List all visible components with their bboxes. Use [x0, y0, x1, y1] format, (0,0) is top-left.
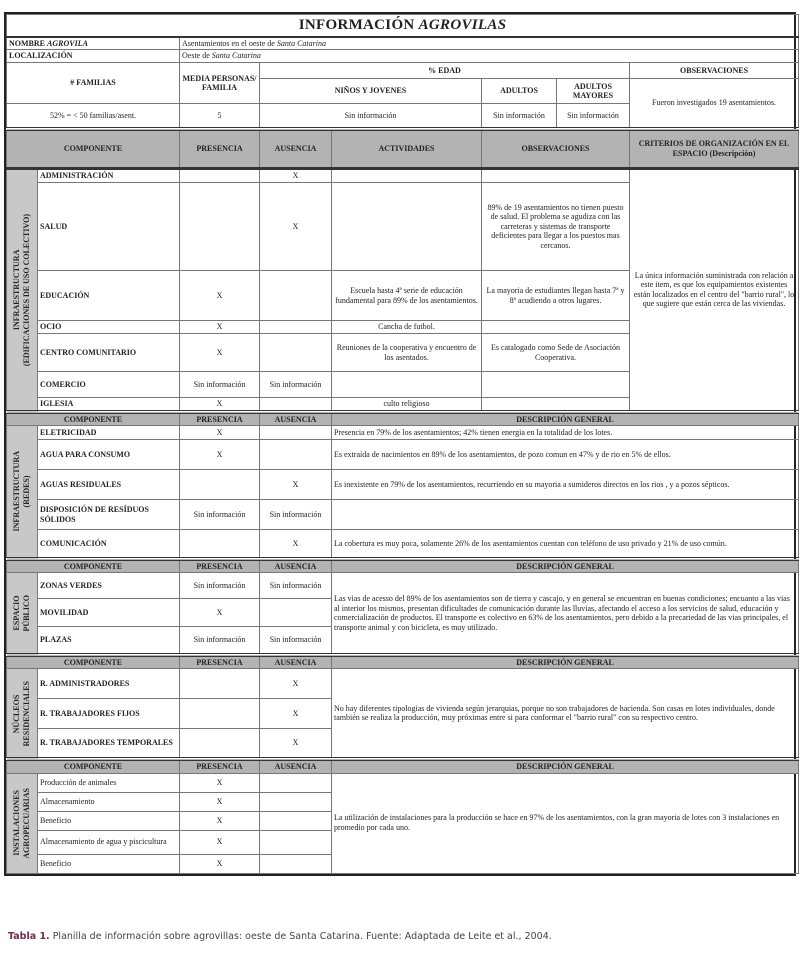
actividades-cell [332, 183, 482, 271]
component-name: Almacenamiento [38, 792, 180, 811]
presencia-cell: X [180, 440, 260, 470]
s5-componente-header: COMPONENTE [7, 759, 180, 773]
component-name: R. TRABAJADORES TEMPORALES [38, 729, 180, 759]
s1-componente-header: COMPONENTE [7, 129, 180, 169]
ausencia-cell [260, 792, 332, 811]
ausencia-cell: X [260, 669, 332, 699]
section-label-infra-redes [7, 426, 38, 559]
nombre-value-text: Asentamientos en el oeste de [182, 38, 275, 48]
s1-presencia-header: PRESENCIA [180, 129, 260, 169]
s5-descripcion-header: DESCRIPCIÓN GENERAL [332, 759, 799, 773]
s3-componente-header: COMPONENTE [7, 559, 180, 573]
presencia-cell: X [180, 599, 260, 627]
section-label-line: AGROPECUARIAS [22, 787, 31, 859]
descripcion-cell: La utilización de instalaciones para la producción se hace en 97% de los asentamientos, con la gran mayoria de lotes con 3 instalaciones en promedio por cada uno. [332, 773, 799, 873]
adultos-value: Sin información [482, 104, 557, 129]
presencia-cell: X [180, 398, 260, 412]
mayores-value: Sin información [557, 104, 630, 129]
mayores-header: ADULTOS MAYORES [557, 79, 630, 104]
ausencia-cell: X [260, 183, 332, 271]
ausencia-cell [260, 398, 332, 412]
table-row [7, 669, 799, 699]
s1-actividades-header: ACTIVIDADES [332, 129, 482, 169]
ausencia-cell: X [260, 169, 332, 183]
s4-ausencia-header: AUSENCIA [260, 655, 332, 669]
presencia-cell [180, 470, 260, 500]
s4-presencia-header: PRESENCIA [180, 655, 260, 669]
s1-criterios-header: CRITERIOS DE ORGANIZACIÓN EN EL ESPACIO (Descripción) [630, 129, 799, 169]
agrovilas-info-sheet [4, 12, 796, 876]
descripcion-cell: Las vias de acesso del 89% de los asentamientos son de tierra y cascajo, y en general se encuentran en buenas condiciones; encuanto a las vias al interior los mismos, presentan dificultades de comunicación durante las lluvias, afectando el acceso a los servicios de salud, educación y comercialización de productos. El transporte es colectivo en 63% de los asentamientos, pero debido a la precariedad de las vias principales, el transporte animal y con bicicleta, es muy utilizado. [332, 573, 799, 655]
section-label-line: NÚCLEOS [12, 693, 21, 733]
s3-descripcion-header: DESCRIPCIÓN GENERAL [332, 559, 799, 573]
component-name: R. TRABAJADORES FIJOS [38, 699, 180, 729]
descripcion-cell: Es inexistente en 79% de los asentamientos, recurriendo en su mayoria a sumideros directos en los rios , y a pozos sépticos. [332, 470, 799, 500]
media-header: MEDIA PERSONAS/ FAMILIA [180, 63, 260, 104]
ausencia-cell: X [260, 699, 332, 729]
actividades-cell [332, 169, 482, 183]
s1-observaciones-header: OBSERVACIONES [482, 129, 630, 169]
descripcion-cell [332, 500, 799, 530]
actividades-cell: Reuniones de la cooperativa y encuentro de los asentados. [332, 334, 482, 372]
ausencia-cell [260, 426, 332, 440]
ninos-value: Sin información [260, 104, 482, 129]
s2-presencia-header: PRESENCIA [180, 412, 260, 426]
ausencia-cell: X [260, 729, 332, 759]
actividades-cell: Escuela hasta 4ª serie de educación fundamental para 89% de los asentamientos. [332, 271, 482, 321]
ausencia-cell [260, 271, 332, 321]
nombre-value-italic: Santa Catarina [276, 38, 326, 48]
observaciones-cell [482, 372, 630, 398]
table-row [7, 530, 799, 559]
table-title [7, 15, 799, 37]
section-label-nucleos-residenciales [7, 669, 38, 759]
localizacion-value-text: Oeste de [182, 51, 210, 61]
component-name: EDUCACIÓN [38, 271, 180, 321]
nombre-label [7, 37, 180, 50]
observaciones-cell: 89% de 19 asentamientos no tienen puesto de salud. El problema se agudiza con las carreteras y sistemas de transporte deficientes para llegar a los puestos mas cercanos. [482, 183, 630, 271]
component-name: COMUNICACIÓN [38, 530, 180, 559]
localizacion-label: LOCALIZACIÓN [7, 50, 180, 63]
s5-presencia-header: PRESENCIA [180, 759, 260, 773]
presencia-cell: X [180, 773, 260, 792]
descripcion-cell: Presencia en 79% de los asentamientos; 42% tienen energia en la totalidad de los lotes. [332, 426, 799, 440]
section-label-line: ESPACIO [12, 595, 21, 631]
component-name: COMERCIO [38, 372, 180, 398]
presencia-cell [180, 669, 260, 699]
ausencia-cell [260, 440, 332, 470]
nombre-label-italic: AGROVILA [47, 38, 88, 48]
nombre-value [180, 37, 799, 50]
table-row [7, 573, 799, 599]
s1-ausencia-header: AUSENCIA [260, 129, 332, 169]
table-caption [8, 931, 552, 942]
agrovilas-table [6, 14, 799, 874]
s2-componente-header: COMPONENTE [7, 412, 180, 426]
presencia-cell [180, 729, 260, 759]
ausencia-cell: Sin información [260, 372, 332, 398]
ausencia-cell [260, 811, 332, 830]
localizacion-value [180, 50, 799, 63]
component-name: IGLESIA [38, 398, 180, 412]
presencia-cell: Sin información [180, 500, 260, 530]
component-name: AGUAS RESIDUALES [38, 470, 180, 500]
table-row [7, 169, 799, 183]
ausencia-cell [260, 321, 332, 334]
component-name: ADMINISTRACIÓN [38, 169, 180, 183]
s2-ausencia-header: AUSENCIA [260, 412, 332, 426]
presencia-cell [180, 699, 260, 729]
familias-header: # FAMILIAS [7, 63, 180, 104]
observaciones-cell: Es catalogado como Sede de Asociación Cooperativa. [482, 334, 630, 372]
component-name: SALUD [38, 183, 180, 271]
s5-ausencia-header: AUSENCIA [260, 759, 332, 773]
component-name: Beneficio [38, 854, 180, 873]
ausencia-cell: Sin información [260, 573, 332, 599]
media-value: 5 [180, 104, 260, 129]
observaciones-cell [482, 169, 630, 183]
ausencia-cell: X [260, 530, 332, 559]
component-name: AGUA PARA CONSUMO [38, 440, 180, 470]
s4-descripcion-header: DESCRIPCIÓN GENERAL [332, 655, 799, 669]
caption-tag: Tabla 1. [8, 931, 50, 942]
ausencia-cell [260, 830, 332, 854]
presencia-cell: Sin información [180, 372, 260, 398]
ausencia-cell [260, 773, 332, 792]
ausencia-cell [260, 599, 332, 627]
s3-ausencia-header: AUSENCIA [260, 559, 332, 573]
familias-value: 52% = < 50 familias/asent. [7, 104, 180, 129]
section-label-line: INFRAESTRUCTURA [12, 249, 21, 331]
actividades-cell: culto religioso [332, 398, 482, 412]
presencia-cell [180, 530, 260, 559]
presencia-cell: X [180, 830, 260, 854]
ausencia-cell [260, 334, 332, 372]
component-name: Beneficio [38, 811, 180, 830]
nombre-label-text: NOMBRE [9, 38, 45, 48]
observaciones-cell [482, 398, 630, 412]
adultos-header: ADULTOS [482, 79, 557, 104]
section-label-line: PÚBLICO [22, 594, 31, 632]
presencia-cell: Sin información [180, 627, 260, 655]
component-name: ELETRICIDAD [38, 426, 180, 440]
actividades-cell [332, 372, 482, 398]
criterios-cell: La única información suministrada con relación a este item, es que los equipamientos existentes están localizados en el centro del "barrio rural", lo que sugiere que están cerca de las viviendas. [630, 169, 799, 412]
actividades-cell: Cancha de futbol. [332, 321, 482, 334]
component-name: R. ADMINISTRADORES [38, 669, 180, 699]
component-name: Almacenamiento de agua y piscicultura [38, 830, 180, 854]
presencia-cell: X [180, 334, 260, 372]
presencia-cell: X [180, 271, 260, 321]
title-text: INFORMACIÓN [298, 17, 415, 34]
s4-componente-header: COMPONENTE [7, 655, 180, 669]
presencia-cell [180, 183, 260, 271]
ausencia-cell [260, 854, 332, 873]
s2-descripcion-header: DESCRIPCIÓN GENERAL [332, 412, 799, 426]
section-label-instalaciones-agropecuarias [7, 773, 38, 873]
descripcion-cell: No hay diferentes tipologias de vivienda según jerarquias, porque no son trabajadores de hacienda. Son casas en lotes individuales, donde también se realiza la producción, muy próximas entre si para conformar el "barrio rural" con su respectivo centro. [332, 669, 799, 759]
edad-header: % EDAD [260, 63, 630, 79]
component-name: OCIO [38, 321, 180, 334]
component-name: MOVILIDAD [38, 599, 180, 627]
presencia-cell: X [180, 811, 260, 830]
component-name: PLAZAS [38, 627, 180, 655]
presencia-cell: X [180, 321, 260, 334]
ausencia-cell: Sin información [260, 500, 332, 530]
section-label-line: (REDES) [22, 475, 31, 508]
presencia-cell: X [180, 426, 260, 440]
component-name: DISPOSICIÓN DE RESÍDUOS SÓLIDOS [38, 500, 180, 530]
table-row [7, 773, 799, 792]
table-row [7, 426, 799, 440]
section-label-line: RESIDENCIALES [22, 680, 31, 746]
localizacion-value-italic: Santa Catarina [211, 51, 261, 61]
ausencia-cell: X [260, 470, 332, 500]
summary-observaciones-value: Fueron investigados 19 asentamientos. [630, 79, 799, 129]
ninos-header: NIÑOS Y JOVENES [260, 79, 482, 104]
presencia-cell: X [180, 792, 260, 811]
section-label-line: INFRAESTRUCTURA [12, 451, 21, 532]
section-label-line: INSTALACIONES [12, 790, 21, 856]
table-row [7, 440, 799, 470]
caption-text: Planilla de información sobre agrovillas: oeste de Santa Catarina. Fuente: Adaptada de Leite et al., 2004. [52, 931, 552, 942]
presencia-cell: X [180, 854, 260, 873]
title-italic-text: AGROVILAS [418, 17, 507, 34]
descripcion-cell: La cobertura es muy poca, solamente 26% de los asentamientos cuentan con teléfono de uso privado y 21% de uso común. [332, 530, 799, 559]
s3-presencia-header: PRESENCIA [180, 559, 260, 573]
presencia-cell [180, 169, 260, 183]
section-label-infra-edificaciones [7, 169, 38, 412]
table-row [7, 470, 799, 500]
table-row [7, 500, 799, 530]
descripcion-cell: Es extraída de nacimientos en 89% de los asentamientos, de pozo comun en 47% y de rio en 5% de ellos. [332, 440, 799, 470]
component-name: ZONAS VERDES [38, 573, 180, 599]
section-label-espacio-publico [7, 573, 38, 655]
component-name: Producción de animales [38, 773, 180, 792]
presencia-cell: Sin información [180, 573, 260, 599]
summary-observaciones-header: OBSERVACIONES [630, 63, 799, 79]
observaciones-cell [482, 321, 630, 334]
section-label-line: (EDIFICACIONES DE USO COLECTIVO) [22, 213, 31, 366]
observaciones-cell: La mayoria de estudiantes llegan hasta 7ª y 8ª acudiendo a otros lugares. [482, 271, 630, 321]
ausencia-cell: Sin información [260, 627, 332, 655]
component-name: CENTRO COMUNITARIO [38, 334, 180, 372]
